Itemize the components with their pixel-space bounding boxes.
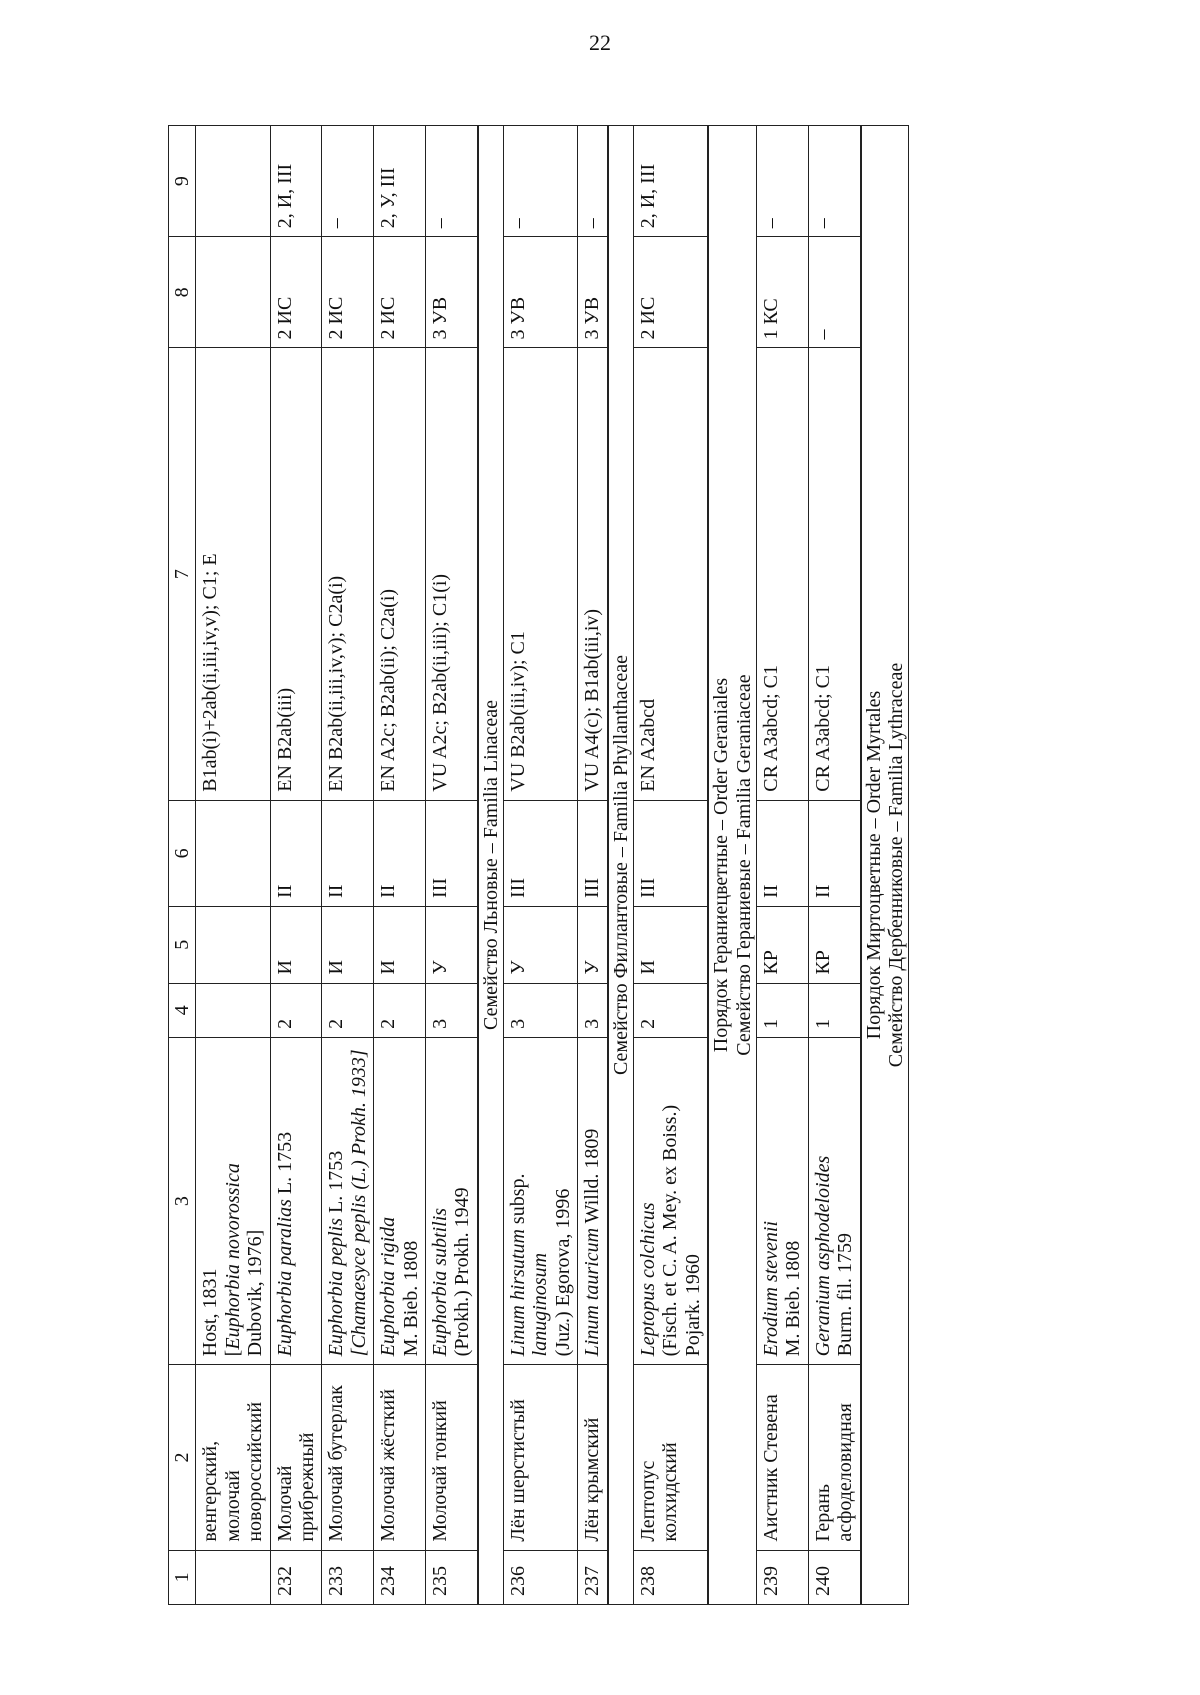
header-cell: 3 [169,1037,196,1364]
cell-number: 237 [578,1550,608,1604]
cell-c4: 2 [270,983,322,1037]
cell-c8: 2 ИС [634,237,709,348]
synonym-name: Euphorbia novorossica [221,1163,244,1350]
author-text: Willd. 1809 [581,1128,604,1224]
cell-number: 238 [634,1550,709,1604]
header-row [169,126,196,1605]
table-row [634,126,709,1605]
header-cell: 4 [169,983,196,1037]
author-text: Burm. fil. 1759 [834,1232,857,1357]
latin-name: Euphorbia peplis [325,1217,348,1357]
cell-latin-name [808,1037,860,1364]
table-row [196,126,270,1605]
cell-c9 [196,126,270,237]
author-text: Host, 1831 [199,1268,222,1357]
cell-c9: 2, И, III [634,126,709,237]
cell-c9: – [322,126,374,237]
latin-name: Euphorbia paralias [273,1199,296,1357]
cell-number: 240 [808,1550,860,1604]
cell-latin-name [425,1037,477,1364]
header-cell: 8 [169,237,196,348]
cell-number [196,1550,270,1604]
subsp-text: subsp. [507,1173,530,1225]
cell-c8: 3 УВ [504,237,578,348]
cell-russian-name: Герань асфоделовидная [808,1365,860,1550]
cell-c7: CR A3abcd; C1 [756,348,808,800]
cell-c4: 2 [634,983,709,1037]
cell-latin-name [756,1037,808,1364]
author-text: (Fisch. et C. A. Mey. ex Boiss.) Pojark. 1960 [659,1104,704,1357]
cell-russian-name: Молочай бутерлак [322,1365,374,1550]
cell-c6: III [504,800,578,906]
cell-c4: 2 [374,983,426,1037]
author-text: L. 1753 [325,1150,348,1213]
latin-name: Linum tauricum [581,1227,604,1357]
cell-c8: 1 КС [756,237,808,348]
cell-c9: – [756,126,808,237]
cell-c4 [196,983,270,1037]
cell-c5: У [425,906,477,983]
header-cell: 6 [169,800,196,906]
table-row [374,126,426,1605]
family-title: Семейство Гераниевые – Familia Geraniaceae [732,674,755,1056]
cell-c5: КР [808,906,860,983]
cell-number: 233 [322,1550,374,1604]
cell-c6: II [756,800,808,906]
section-row [861,126,909,1605]
header-cell: 9 [169,126,196,237]
cell-c9: – [425,126,477,237]
cell-c7: EN A2abcd [634,348,709,800]
section-title: Семейство Льновые – Familia Linaceae [478,126,504,1605]
cell-c9: 2, У, III [374,126,426,237]
synonym-bracket: [ [221,1349,244,1357]
cell-c7: VU A2c; B2ab(ii,iii); C1(i) [425,348,477,800]
cell-c6: II [374,800,426,906]
cell-c9: 2, И, III [270,126,322,237]
cell-c5: И [374,906,426,983]
latin-name: Erodium stevenii [759,1220,782,1357]
cell-russian-name: Аистник Стевена [756,1365,808,1550]
author-text: M. Bieb. 1808 [782,1240,805,1357]
latin-name: Leptopus colchicus [637,1202,660,1357]
cell-c6: II [808,800,860,906]
table-row [425,126,477,1605]
cell-c6: III [634,800,709,906]
cell-c9: – [808,126,860,237]
cell-c4: 1 [756,983,808,1037]
cell-russian-name: Молочай прибрежный [270,1365,322,1550]
cell-c7: B1ab(i)+2ab(ii,iii,iv,v); C1; E [196,348,270,800]
author-text: (Prokh.) Prokh. 1949 [451,1187,474,1357]
cell-c7: VU B2ab(iii,iv); C1 [504,348,578,800]
page-number: 22 [589,30,611,55]
cell-latin-name [322,1037,374,1364]
table-row [808,126,860,1605]
cell-c6 [196,800,270,906]
cell-c8: 2 ИС [374,237,426,348]
section-title [861,126,909,1605]
table-row [270,126,322,1605]
author-text: L. 1753 [273,1131,296,1195]
section-row [608,126,634,1605]
cell-c7: EN B2ab(iii) [270,348,322,800]
cell-c8: 3 УВ [425,237,477,348]
cell-c6: II [270,800,322,906]
synonym-author: Dubovik, 1976] [244,1229,267,1357]
latin-subspecies: lanuginosum [529,1252,552,1357]
cell-number: 232 [270,1550,322,1604]
header-cell: 7 [169,348,196,800]
order-title: Порядок Гераниецветные – Order Geraniales [710,677,733,1053]
cell-c5: КР [756,906,808,983]
table-row [756,126,808,1605]
cell-c8: 2 ИС [322,237,374,348]
cell-c4: 2 [322,983,374,1037]
cell-c6: III [425,800,477,906]
cell-c7: CR A3abcd; C1 [808,348,860,800]
cell-c7: VU A4(c); B1ab(iii,iv) [578,348,608,800]
section-title [708,126,756,1605]
section-title: Семейство Филлантовые – Familia Phyllanthaceae [608,126,634,1605]
cell-russian-name: Лён шерстистый [504,1365,578,1550]
rotated-table-wrapper [168,125,1048,1605]
latin-name: Geranium asphodeloides [811,1155,834,1357]
cell-latin-name [270,1037,322,1364]
family-title: Семейство Дербенниковые – Familia Lythraceae [884,662,907,1068]
cell-latin-name [578,1037,608,1364]
cell-number: 235 [425,1550,477,1604]
section-row [478,126,504,1605]
author-text: M. Bieb. 1808 [399,1240,422,1357]
latin-name: Euphorbia subtilis [428,1207,451,1357]
cell-c6: III [578,800,608,906]
cell-russian-name: Лептопус колхидский [634,1365,709,1550]
cell-c5: У [578,906,608,983]
cell-c8: 2 ИС [270,237,322,348]
table-row [504,126,578,1605]
cell-c7: EN B2ab(ii,iii,iv,v); C2a(i) [322,348,374,800]
cell-number: 239 [756,1550,808,1604]
cell-c4: 3 [578,983,608,1037]
cell-latin-name [196,1037,270,1364]
cell-c6: II [322,800,374,906]
latin-name: Euphorbia rigida [377,1216,400,1357]
cell-latin-name [634,1037,709,1364]
cell-c5: И [322,906,374,983]
header-cell: 1 [169,1550,196,1604]
red-book-table [168,125,909,1605]
header-cell: 5 [169,906,196,983]
cell-c5: И [634,906,709,983]
table-row [322,126,374,1605]
cell-c9: – [504,126,578,237]
latin-name: Linum hirsutum [507,1229,530,1357]
order-title: Порядок Миртоцветные – Order Myrtales [862,690,885,1040]
cell-c7: EN A2c; B2ab(ii); C2a(i) [374,348,426,800]
cell-number: 234 [374,1550,426,1604]
cell-c8: – [808,237,860,348]
cell-c4: 1 [808,983,860,1037]
section-row [708,126,756,1605]
header-cell: 2 [169,1365,196,1550]
cell-russian-name: Молочай жёсткий [374,1365,426,1550]
cell-c4: 3 [504,983,578,1037]
cell-c4: 3 [425,983,477,1037]
cell-c8: 3 УВ [578,237,608,348]
synonym-text: [Chamaesyce peplis (L.) Prokh. 1933] [347,1049,370,1357]
table-row [578,126,608,1605]
cell-c5: И [270,906,322,983]
cell-c8 [196,237,270,348]
cell-c9: – [578,126,608,237]
cell-c5 [196,906,270,983]
cell-russian-name: Молочай тонкий [425,1365,477,1550]
cell-russian-name: венгерский, молочай новороссийский [196,1365,270,1550]
cell-latin-name [374,1037,426,1364]
cell-number: 236 [504,1550,578,1604]
cell-latin-name [504,1037,578,1364]
cell-russian-name: Лён крымский [578,1365,608,1550]
cell-c5: У [504,906,578,983]
author-text: (Juz.) Egorova, 1996 [551,1188,574,1357]
